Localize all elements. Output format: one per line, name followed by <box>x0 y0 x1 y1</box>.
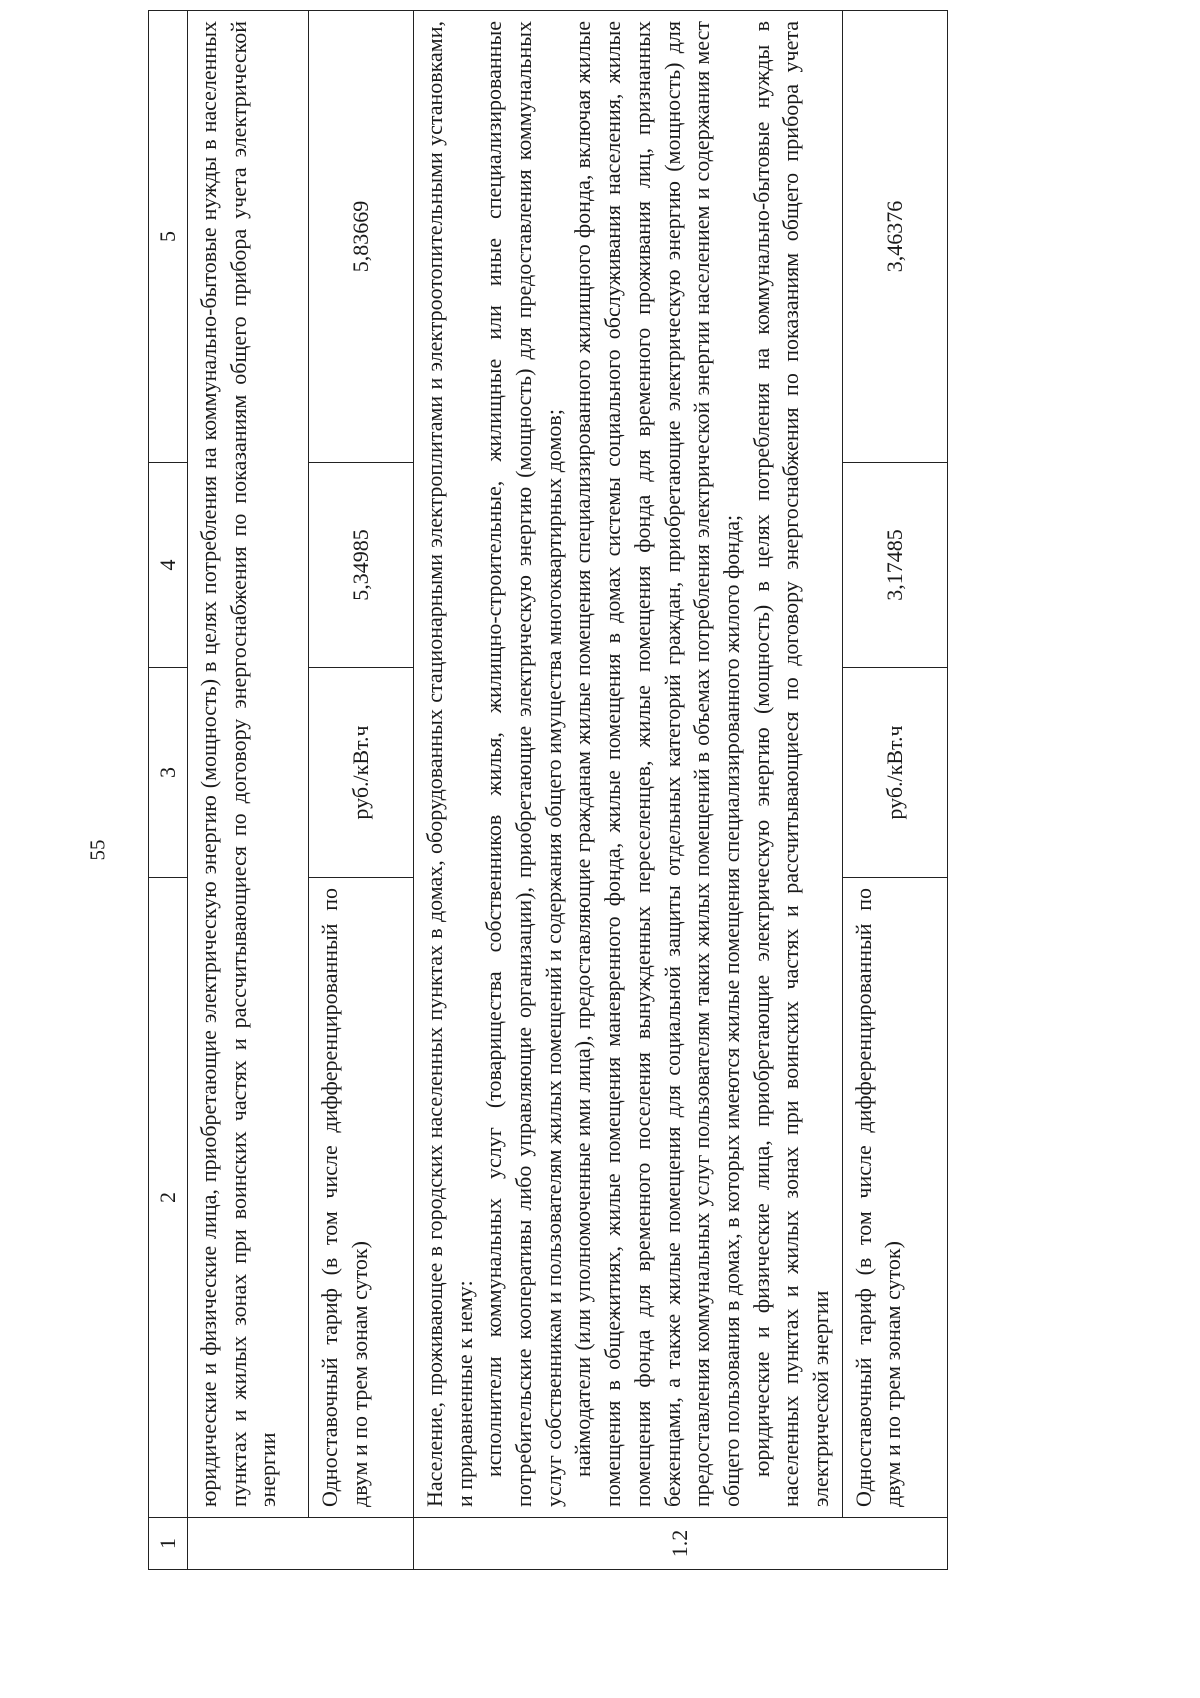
tariff-value-2a: 3,17485 <box>842 463 947 668</box>
tariff-name-1: Одноставочный тариф (в том числе дифференцированный по двум и по трем зонам суток) <box>309 878 414 1518</box>
tariff-row-2 <box>842 11 947 1570</box>
tariff-row-1 <box>309 11 414 1570</box>
section-1-2-row <box>414 11 843 1570</box>
section-number: 1.2 <box>414 1518 948 1570</box>
header-row <box>149 11 188 1570</box>
header-col-5: 5 <box>149 11 188 463</box>
tariff-name-2: Одноставочный тариф (в том числе дифференцированный по двум и по трем зонам суток) <box>842 878 947 1518</box>
header-col-1: 1 <box>149 1518 188 1570</box>
section-paragraph: исполнители коммунальных услуг (товарищества собственников жилья, жилищно-строительные, жилищные или иные специализированные потребительские кооперативы либо управляющие организации), приобретающие электрическую энергию (мощность) для предоставления коммунальных услуг собственникам и пользователям жилых помещений и содержания общего имущества многоквартирных домов; <box>481 21 566 1507</box>
header-col-4: 4 <box>149 463 188 668</box>
section-paragraph: Население, проживающее в городских населенных пунктах в домах, оборудованных стационарными электроплитами и электроотопительными установками, и приравненные к нему: <box>422 21 477 1507</box>
tariff-value-1a: 5,34985 <box>309 463 414 668</box>
tariff-unit-2: руб./кВт.ч <box>842 668 947 878</box>
header-col-2: 2 <box>149 878 188 1518</box>
block1-row <box>188 11 309 1570</box>
block1-number-cell <box>188 1518 414 1570</box>
section-1-2-description <box>414 11 843 1518</box>
block1-description: юридические и физические лица, приобретающие электрическую энергию (мощность) в целях потребления на коммунально-бытовые нужды в населенных пунктах и жилых зонах при воинских частях и рассчитывающиеся по договору энергоснабжения по показаниям общего прибора учета электрической энергии <box>188 11 309 1518</box>
tariff-table <box>148 10 948 1570</box>
tariff-unit-1: руб./кВт.ч <box>309 668 414 878</box>
section-paragraph: наймодатели (или уполномоченные ими лица), предоставляющие гражданам жилые помещения специализированного жилищного фонда, включая жилые помещения в общежитиях, жилые помещения маневренного фонда, жилые помещения в домах системы социального обслуживания населения, жилые помещения фонда для временного поселения вынужденных переселенцев, жилые помещения фонда для временного проживания лиц, признанных беженцами, а также жилые помещения для социальной защиты отдельных категорий граждан, приобретающие электрическую энергию (мощность) для предоставления коммунальных услуг пользователям таких жилых помещений в объемах потребления электрической энергии населением и содержания мест общего пользования в домах, в которых имеются жилые помещения специализированного жилого фонда; <box>570 21 744 1507</box>
tariff-value-1b: 5,83669 <box>309 11 414 463</box>
header-col-3: 3 <box>149 668 188 878</box>
tariff-value-2b: 3,46376 <box>842 11 947 463</box>
page-number: 55 <box>85 839 110 861</box>
section-paragraph: юридические и физические лица, приобретающие электрическую энергию (мощность) в целях потребления на коммунально-бытовые нужды в населенных пунктах и жилых зонах при воинских частях и рассчитывающиеся по договору энергоснабжения по показаниям общего прибора учета электрической энергии <box>748 21 833 1507</box>
tariff-table-sheet <box>148 10 988 1570</box>
